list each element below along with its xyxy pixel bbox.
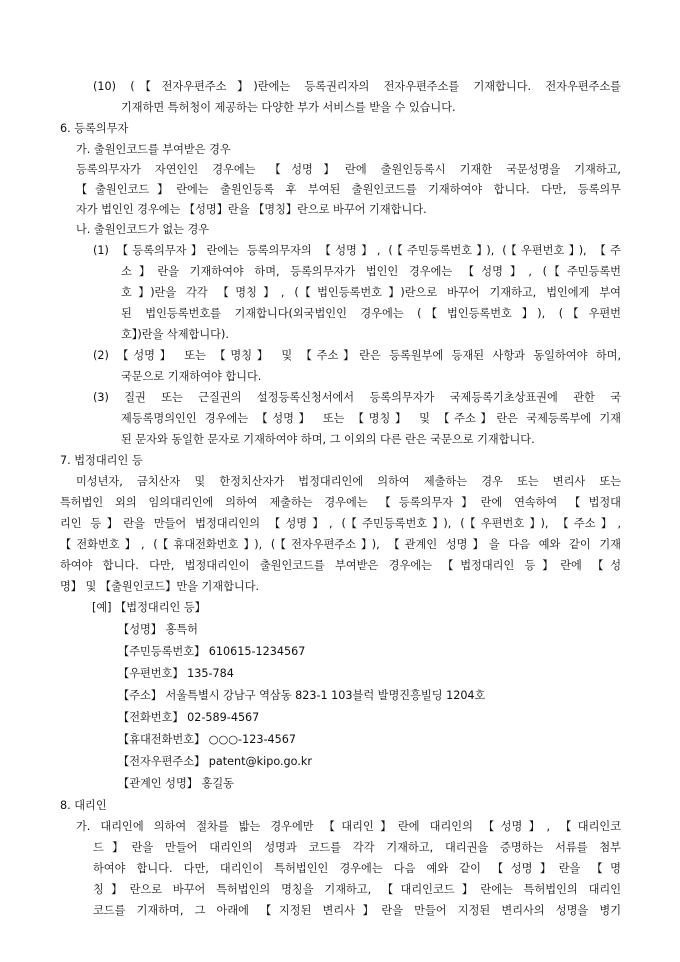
example-address: 【주소】 서울특별시 강남구 역삼동 823-1 103블럭 발명진흥빌딩 1204호 [118,689,486,702]
section-7-line-1: 미성년자, 금치산자 및 한정치산자가 법정대리인에 의하여 제출하는 경우 또는 변리사 또는 [76,475,621,488]
section-6-ga-line-1: 등록의무자가 자연인인 경우에는 【성명】란에 출원인등록시 기재한 국문성명을 기재하고, [76,163,621,176]
section-8-heading: 8. 대리인 [60,799,107,812]
example-relation-name: 【관계인 성명】 홍길동 [118,777,234,790]
example-name: 【성명】 홍특허 [118,623,198,636]
section-7-line-5: 하여야 합니다. 다만, 법정대리인이 출원인코드를 부여받은 경우에는 【법정대리인 등】란에 【성 [60,559,621,572]
item-6-1-line-1: (1) 【등록의무자】란에는 등록의무자의 【성명】, (【주민등록번호】), (【우편번호】), 【주 [93,244,621,257]
section-7-heading: 7. 법정대리인 등 [60,454,143,467]
section-7-line-6: 명】 및 【출원인코드】만을 기재합니다. [60,580,260,593]
item-6-1-line-2: 소】란을 기재하여야 하며, 등록의무자가 법인인 경우에는 【성명】, (【주민등록번 [121,265,621,278]
section-6-heading: 6. 등록의무자 [60,122,129,135]
item-6-1-line-5: 호】)란을 삭제합니다). [121,328,229,341]
section-7-line-3: 리인 등】란을 만들어 법정대리인의 【성명】, (【주민등록번호】), (【우편번호】), 【주소】, [60,517,621,530]
section-8-ga-line-1: 가. 대리인에 의하여 절차를 밟는 경우에만 【대리인】란에 대리인의 【성명】, 【대리인코 [76,820,621,833]
section-8-ga-line-3: 하여야 합니다. 다만, 대리인이 특허법인인 경우에는 다음 예와 같이 【성명】란을 【명 [93,862,621,875]
example-heading: [예] 【법정대리인 등】 [92,601,206,614]
item-6-2-line-2: 국문으로 기재하여야 합니다. [121,370,262,383]
example-postal-code: 【우편번호】 135-784 [118,667,234,680]
section-7-line-2: 특허법인 외의 임의대리인에 의하여 제출하는 경우에는 【등록의무자】란에 연속하여 【법정대 [60,496,621,509]
section-6-ga-line-2: 【출원인코드】란에는 출원인등록 후 부여된 출원인코드를 기재하여야 합니다. 다만, 등록의무 [76,183,621,196]
item-6-3-line-2: 제등록명의인인 경우에는 【성명】 또는 【명칭】 및 【주소】란은 국제등록부에 기재 [121,412,621,425]
example-email: 【전자우편주소】 patent@kipo.go.kr [118,755,312,768]
item-6-2-line-1: (2) 【성명】 또는 【명칭】 및 【주소】란은 등록원부에 등재된 사항과 동일하여야 하며, [93,349,621,362]
example-phone: 【전화번호】 02-589-4567 [118,711,260,724]
item-6-1-line-4: 된 법인등록번호를 기재합니다(외국법인인 경우에는 (【법인등록번호】), (【우편번 [121,307,621,320]
subsection-6-ga-heading: 가. 출원인코드를 부여받은 경우 [76,143,231,156]
item-6-3-line-3: 된 문자와 동일한 문자로 기재하여야 하며, 그 이외의 다른 란은 국문으로 기재합니다. [121,433,535,446]
section-6-ga-line-3: 자가 법인인 경우에는 【성명】란을 【명칭】란으로 바꾸어 기재합니다. [76,203,427,216]
item-10-line-1: (10) (【전자우편주소】)란에는 등록권리자의 전자우편주소를 기재합니다. 전자우편주소를 [93,80,621,93]
example-resident-number: 【주민등록번호】 610615-1234567 [118,645,306,658]
section-8-ga-line-5: 코드를 기재하며, 그 아래에 【지정된 변리사】란을 만들어 지정된 변리사의 성명을 병기 [93,904,621,917]
example-mobile: 【휴대전화번호】 ○○○-123-4567 [118,733,296,746]
item-10-line-2: 기재하면 특허청이 제공하는 다양한 부가 서비스를 받을 수 있습니다. [121,101,456,114]
section-8-ga-line-2: 드】란을 만들어 대리인의 성명과 코드를 각각 기재하고, 대리권을 증명하는 서류를 첨부 [93,841,621,854]
section-7-line-4: 【전화번호】, (【휴대전화번호】), (【전자우편주소】), 【관계인 성명】을 다음 예와 같이 기재 [60,538,621,551]
section-8-ga-line-4: 칭】란으로 바꾸어 특허법인의 명칭을 기재하고, 【대리인코드】란에는 특허법인의 대리인 [93,883,621,896]
subsection-6-na-heading: 나. 출원인코드가 없는 경우 [76,223,210,236]
item-6-3-line-1: (3) 질권 또는 근질권의 설정등록신청서에서 등록의무자가 국제등록기초상표권에 관한 국 [93,391,621,404]
item-6-1-line-3: 호】)란을 각각 【명칭】, (【법인등록번호】)란으로 바꾸어 기재하고, 법인에게 부여 [121,286,621,299]
